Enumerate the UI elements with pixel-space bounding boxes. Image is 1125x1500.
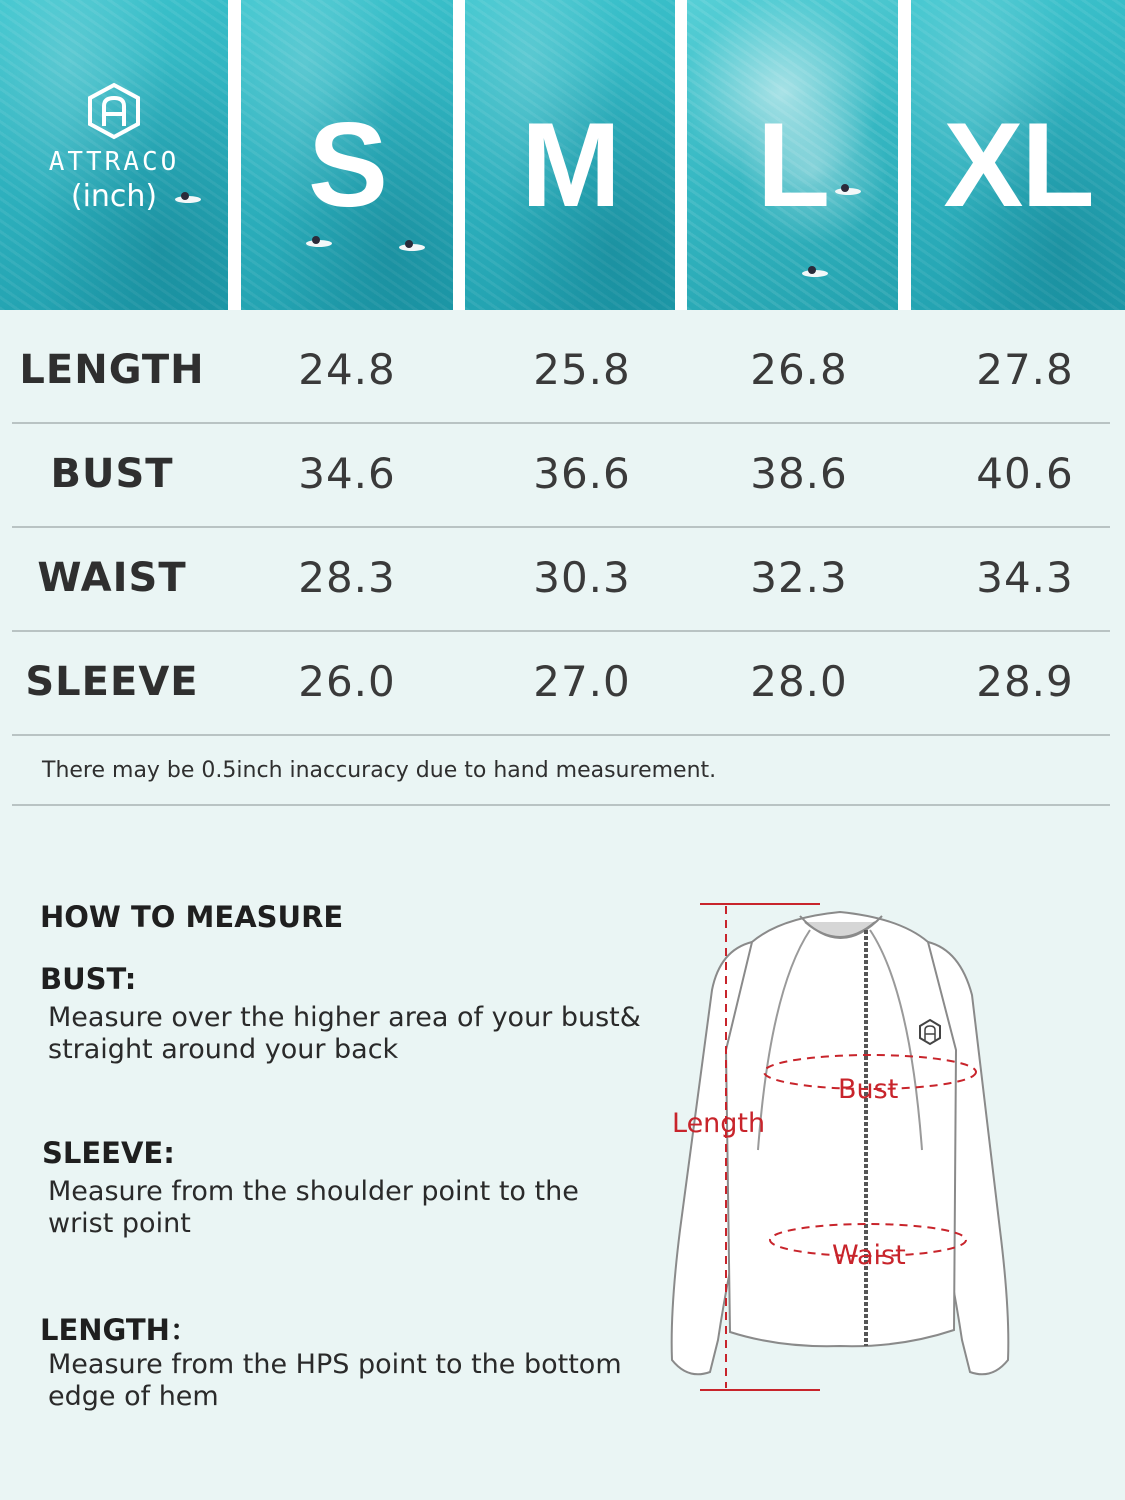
size-label: XL [943, 98, 1093, 232]
size-value: 25.8 [533, 345, 631, 394]
size-value: 26.8 [750, 345, 848, 394]
how-to-measure-title: HOW TO MEASURE [40, 900, 344, 934]
surfer-figure [835, 188, 861, 195]
sleeve-heading: SLEEVE: [42, 1136, 175, 1170]
size-value: 30.3 [533, 553, 631, 602]
surfer-figure [399, 244, 425, 251]
row-label: WAIST [37, 555, 187, 601]
size-value: 34.6 [298, 449, 396, 498]
size-panel-s [241, 0, 453, 310]
instruction-line: Measure over the higher area of your bust& [48, 1002, 641, 1033]
size-label: S [307, 98, 387, 232]
row-label: BUST [50, 451, 174, 497]
surfer-figure [306, 240, 332, 247]
instruction-line: Measure from the shoulder point to the [48, 1176, 579, 1207]
size-value: 27.8 [976, 345, 1074, 394]
bust-heading: BUST: [40, 962, 137, 996]
size-value: 38.6 [750, 449, 848, 498]
size-row-waist [12, 528, 1110, 632]
size-value: 28.3 [298, 553, 396, 602]
waist-label: Waist [832, 1240, 906, 1271]
size-value: 36.6 [533, 449, 631, 498]
jacket-measurement-diagram [660, 900, 1010, 1410]
row-label: SLEEVE [25, 659, 199, 705]
instruction-line: straight around your back [48, 1034, 399, 1065]
sleeve-instructions [48, 1176, 648, 1240]
length-heading: LENGTH： [40, 1313, 199, 1347]
length-label: Length [672, 1108, 766, 1139]
row-label: LENGTH [19, 347, 205, 393]
size-value: 40.6 [976, 449, 1074, 498]
size-value: 24.8 [298, 345, 396, 394]
size-panel-l [687, 0, 898, 310]
size-row-length [12, 320, 1110, 424]
surfer-figure [802, 270, 828, 277]
instruction-line: Measure from the HPS point to the bottom [48, 1349, 622, 1380]
size-header [0, 0, 1125, 310]
size-row-bust [12, 424, 1110, 528]
instruction-line: edge of hem [48, 1381, 219, 1412]
divider [12, 804, 1110, 806]
size-panel-xl [911, 0, 1125, 310]
bust-label: Bust [838, 1074, 899, 1105]
size-value: 27.0 [533, 657, 631, 706]
brand-hexagon-icon [86, 82, 142, 140]
surfer-figure [175, 196, 201, 203]
brand-name: ATTRACO [48, 147, 180, 177]
size-value: 28.0 [750, 657, 848, 706]
size-value: 34.3 [976, 553, 1074, 602]
size-chart-body [0, 310, 1125, 1500]
size-panel-m [465, 0, 675, 310]
instruction-line: wrist point [48, 1208, 191, 1239]
measurement-note: There may be 0.5inch inaccuracy due to hand measurement. [42, 758, 717, 783]
length-instructions [48, 1349, 648, 1413]
size-row-sleeve [12, 632, 1110, 736]
jacket-illustration [672, 912, 1009, 1374]
brand-panel [0, 0, 228, 310]
size-value: 28.9 [976, 657, 1074, 706]
size-value: 32.3 [750, 553, 848, 602]
unit-label: (inch) [70, 179, 158, 214]
size-label: M [521, 98, 619, 232]
size-label: L [756, 98, 829, 232]
bust-instructions [48, 1002, 648, 1066]
size-value: 26.0 [298, 657, 396, 706]
